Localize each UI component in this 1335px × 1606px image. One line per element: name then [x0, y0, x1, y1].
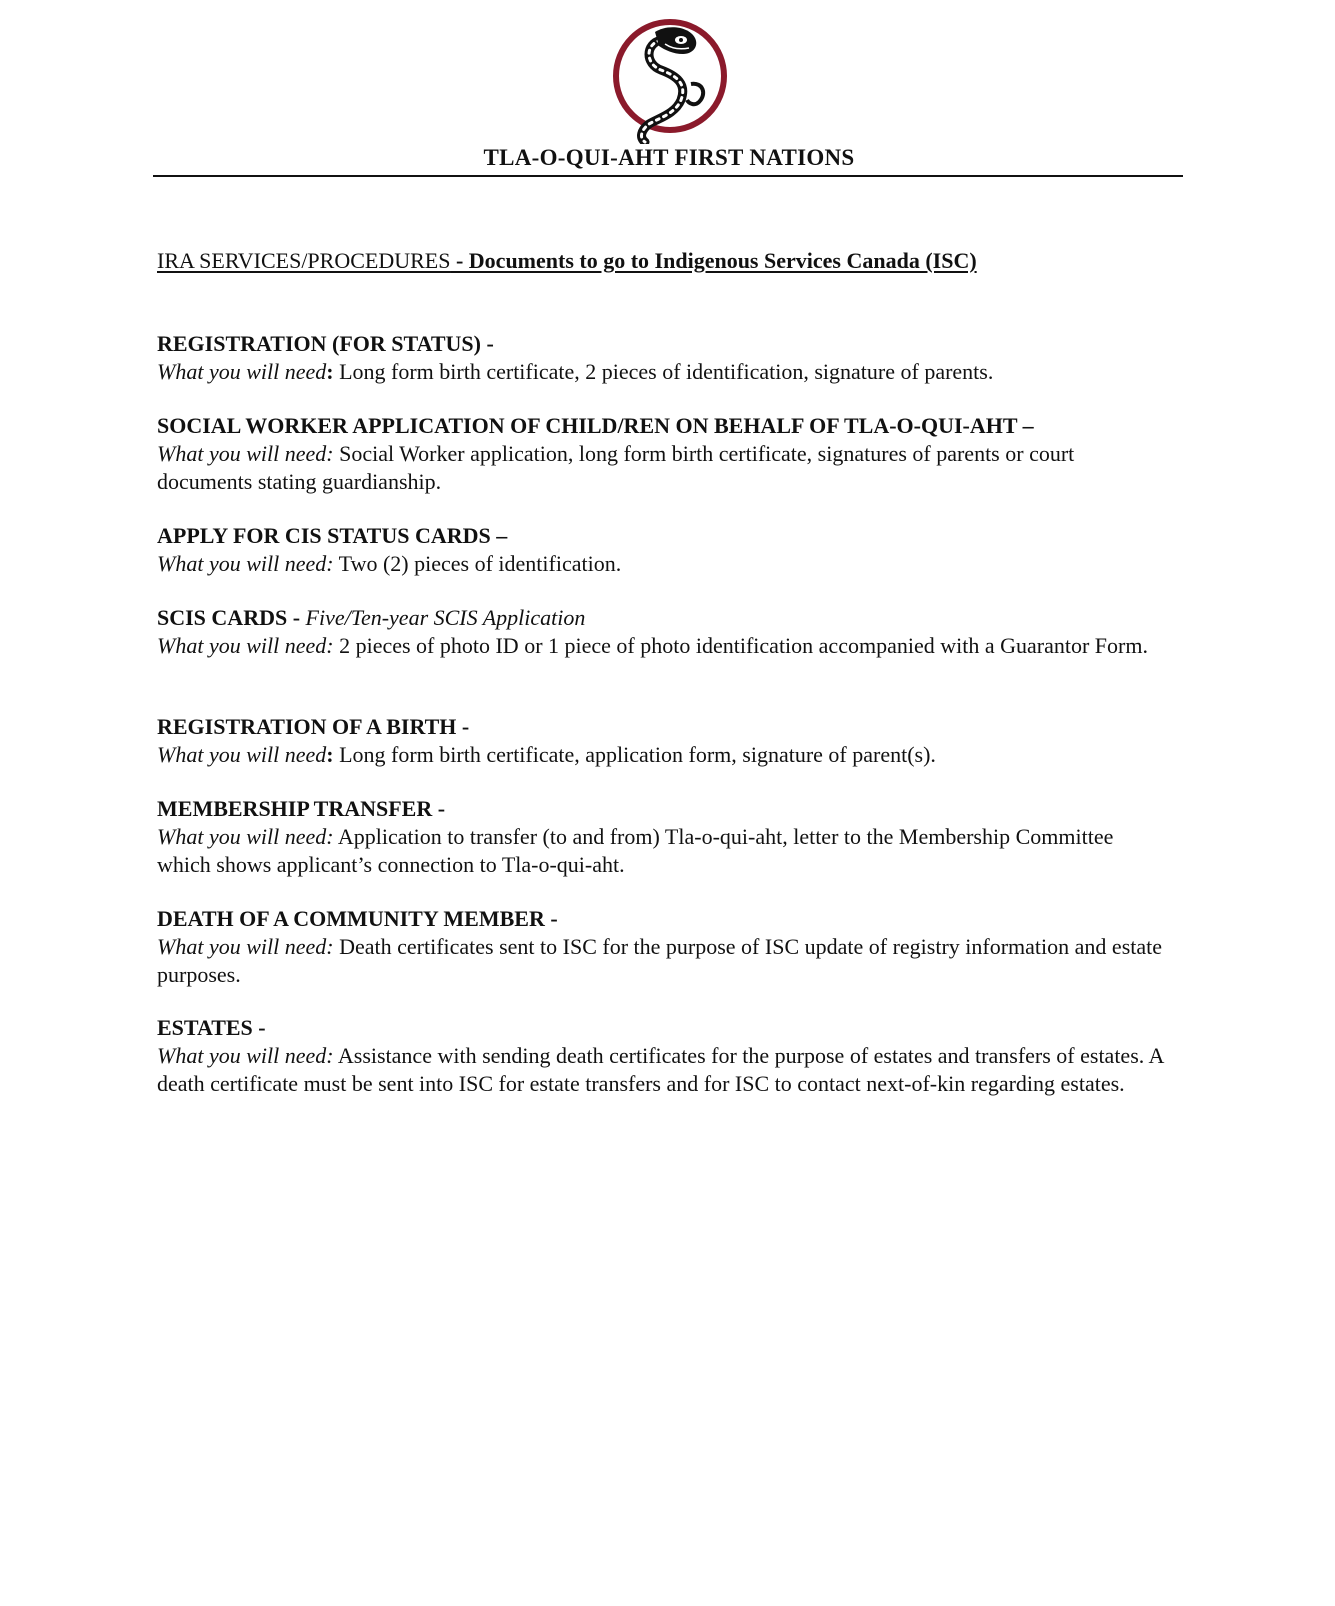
section-social-worker-application: [157, 412, 1187, 496]
need-separator: :: [326, 742, 334, 767]
section-text: Assistance with sending death certificates for the purpose of estates and transfers of estates. A death certificate must be sent into ISC for estate transfers and for ISC to contact next-of-kin regarding estates.: [157, 1043, 1164, 1096]
section-title: DEATH OF A COMMUNITY MEMBER -: [157, 906, 558, 931]
section-title: ESTATES -: [157, 1015, 266, 1040]
need-label: What you will need: [157, 359, 327, 384]
section-body: [157, 1042, 1172, 1098]
need-label: What you will need:: [157, 824, 334, 849]
section-title: REGISTRATION OF A BIRTH -: [157, 714, 470, 739]
need-label: What you will need:: [157, 441, 334, 466]
section-text: 2 pieces of photo ID or 1 piece of photo identification accompanied with a Guarantor Form.: [333, 633, 1148, 658]
section-membership-transfer: [157, 795, 1187, 879]
document-heading-lead: IRA SERVICES/PROCEDURES: [157, 248, 451, 273]
section-title: SOCIAL WORKER APPLICATION OF CHILD/REN ON BEHALF OF TLA-O-QUI-AHT –: [157, 413, 1034, 438]
section-registration-of-birth: [157, 713, 1187, 769]
section-text: Death certificates sent to ISC for the purpose of ISC update of registry information and estate purposes.: [157, 934, 1163, 987]
document-heading-rest: - Documents to go to Indigenous Services Canada (ISC): [450, 248, 977, 273]
section-text: Two (2) pieces of identification.: [333, 551, 622, 576]
need-label: What you will need:: [157, 633, 334, 658]
need-separator: :: [326, 359, 334, 384]
section-body: [157, 358, 1172, 386]
organization-name: TLA-O-QUI-AHT FIRST NATIONS: [483, 145, 855, 170]
need-label: What you will need:: [157, 551, 334, 576]
need-label: What you will need:: [157, 934, 334, 959]
section-body: [157, 440, 1172, 496]
need-label: What you will need:: [157, 1043, 334, 1068]
serpent-circle-logo-icon: [609, 14, 731, 144]
section-cis-status-cards: [157, 522, 1187, 578]
section-title: MEMBERSHIP TRANSFER -: [157, 796, 446, 821]
section-text: Long form birth certificate, 2 pieces of identification, signature of parents.: [333, 359, 994, 384]
header-divider: [153, 175, 1183, 177]
section-title: REGISTRATION (FOR STATUS) -: [157, 331, 494, 356]
section-body: [157, 823, 1172, 879]
section-body: [157, 933, 1172, 989]
section-subtitle: Five/Ten-year SCIS Application: [300, 605, 586, 630]
section-title: APPLY FOR CIS STATUS CARDS –: [157, 523, 508, 548]
section-scis-cards: [157, 604, 1187, 660]
document-heading: [157, 248, 977, 274]
section-death-of-community-member: [157, 905, 1187, 989]
section-body: [157, 632, 1172, 660]
section-title: [157, 604, 1187, 632]
need-label: What you will need: [157, 742, 327, 767]
section-title-text: SCIS CARDS -: [157, 605, 301, 630]
section-registration-for-status: [157, 330, 1187, 386]
section-estates: [157, 1014, 1187, 1098]
section-body: [157, 741, 1172, 769]
section-text: Long form birth certificate, application form, signature of parent(s).: [333, 742, 936, 767]
section-text: Application to transfer (to and from) Tla-o-qui-aht, letter to the Membership Committee which shows applicant’s connection to Tla-o-qui-aht.: [157, 824, 1114, 877]
section-text: Social Worker application, long form birth certificate, signatures of parents or court documents stating guardianship.: [157, 441, 1075, 494]
section-body: [157, 550, 1172, 578]
